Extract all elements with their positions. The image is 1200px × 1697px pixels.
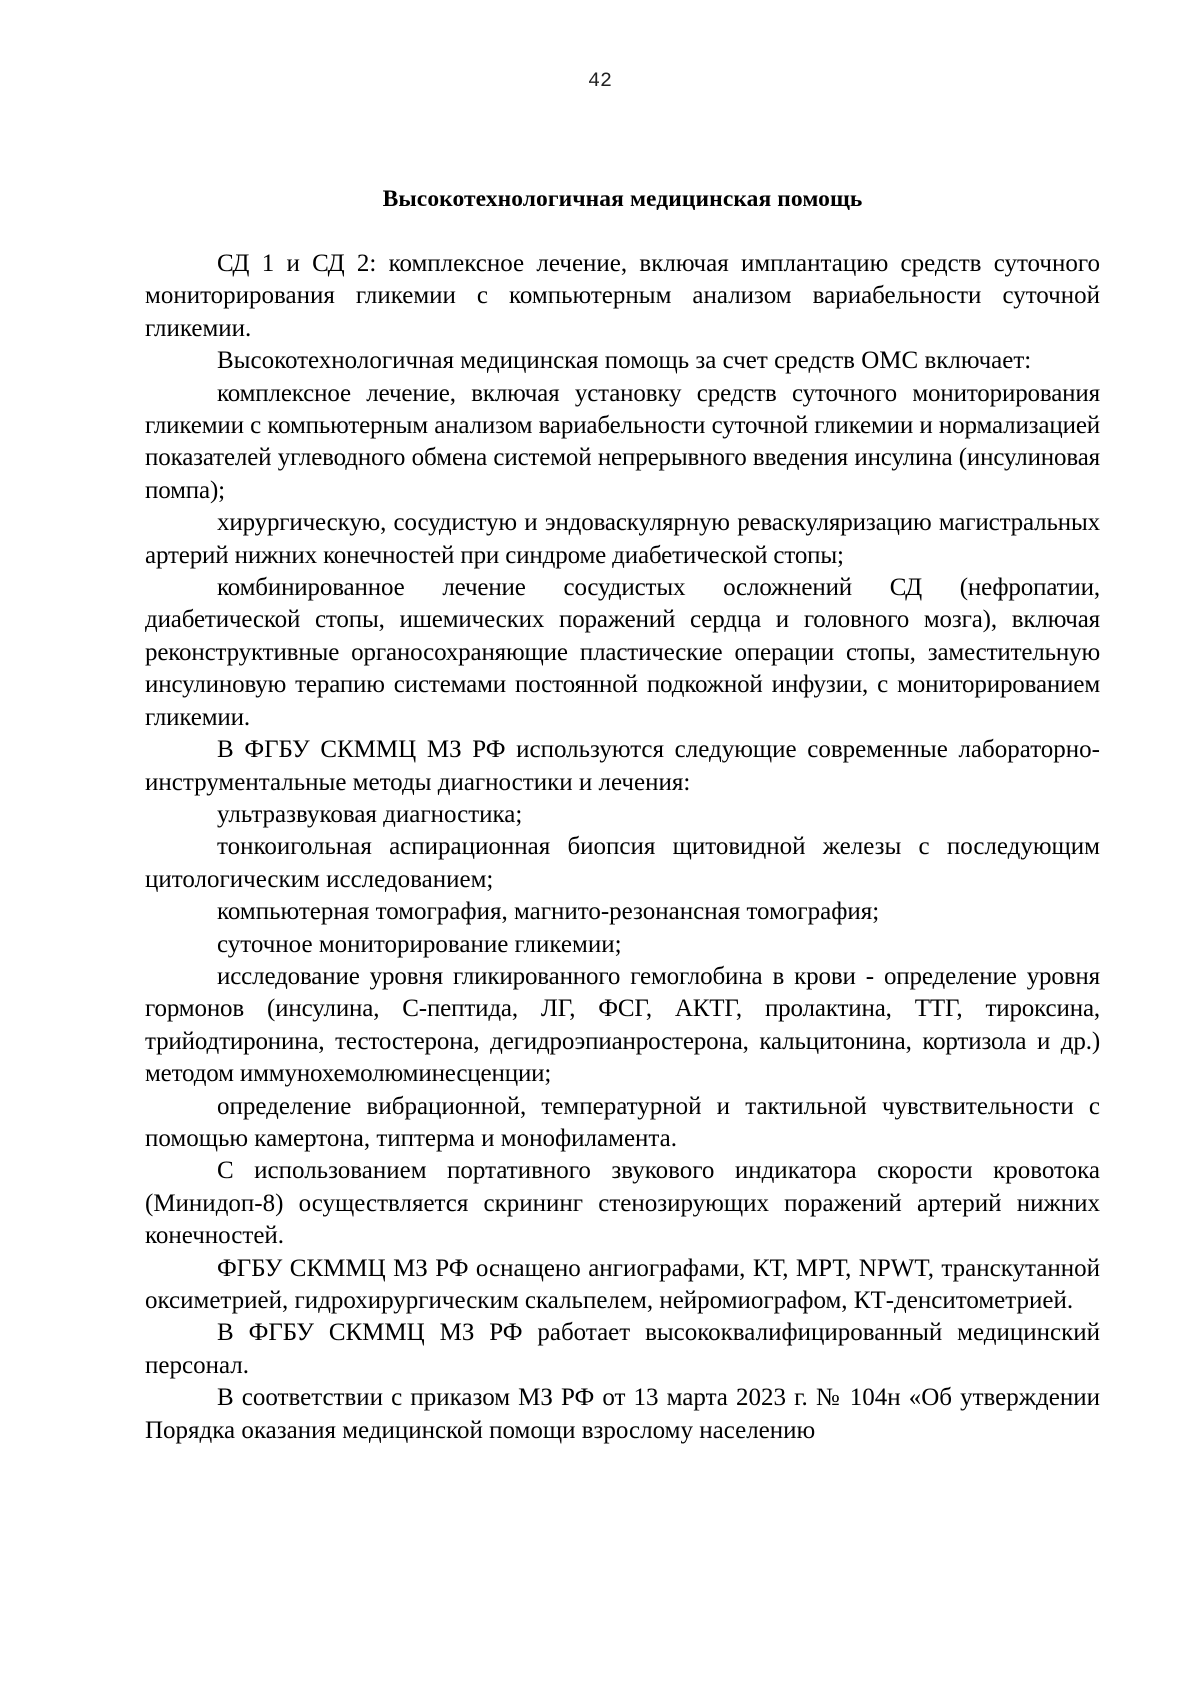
paragraph: ультразвуковая диагностика; bbox=[217, 800, 523, 828]
paragraph: Высокотехнологичная медицинская помощь за счет средств ОМС включает: bbox=[217, 347, 1032, 375]
document-body bbox=[145, 248, 1100, 1447]
paragraph: суточное мониторирование гликемии; bbox=[217, 930, 622, 958]
paragraph: С использованием портативного звукового индикатора скорости кровотока (Минидоп-8) осуществляется скрининг стенозирующих поражений артерий нижних конечностей. bbox=[145, 1157, 1100, 1250]
paragraph: исследование уровня гликированного гемоглобина в крови - определение уровня гормонов (инсулина, С-пептида, ЛГ, ФСГ, АКТГ, пролактина, ТТГ, тироксина, трийодтиронина, тестостерона, дегидроэпианростерона, кальцитонина, кортизола и др.) методом иммунохемолюминесценции; bbox=[145, 962, 1100, 1088]
paragraph: В ФГБУ СКММЦ МЗ РФ работает высококвалифицированный медицинский персонал. bbox=[145, 1319, 1100, 1379]
paragraph: В ФГБУ СКММЦ МЗ РФ используются следующие современные лабораторно-инструментальные методы диагностики и лечения: bbox=[145, 736, 1100, 796]
paragraph: ФГБУ СКММЦ МЗ РФ оснащено ангиографами, КТ, МРТ, NPWT, транскутанной оксиметрией, гидрохирургическим скальпелем, нейромиографом, КТ-денситометрией. bbox=[145, 1254, 1100, 1314]
paragraph: тонкоигольная аспирационная биопсия щитовидной железы с последующим цитологическим исследованием; bbox=[145, 833, 1100, 893]
page-number: 42 bbox=[587, 70, 612, 93]
paragraph: определение вибрационной, температурной и тактильной чувствительности с помощью камертона, типтерма и монофиламента. bbox=[145, 1092, 1100, 1152]
paragraph: хирургическую, сосудистую и эндоваскулярную реваскуляризацию магистральных артерий нижних конечностей при синдроме диабетической стопы; bbox=[145, 509, 1100, 569]
paragraph: СД 1 и СД 2: комплексное лечение, включая имплантацию средств суточного мониторирования гликемии с компьютерным анализом вариабельности суточной гликемии. bbox=[145, 250, 1100, 342]
paragraph: В соответствии с приказом МЗ РФ от 13 марта 2023 г. № 104н «Об утверждении Порядка оказания медицинской помощи взрослому населению bbox=[145, 1384, 1100, 1444]
section-heading: Высокотехнологичная медицинская помощь bbox=[382, 186, 863, 212]
paragraph: комплексное лечение, включая установку средств суточного мониторирования гликемии с компьютерным анализом вариабельности суточной гликемии и нормализацией показателей углеводного обмена системой непрерывного введения инсулина (инсулиновая помпа); bbox=[145, 379, 1100, 504]
paragraph: компьютерная томография, магнито-резонансная томография; bbox=[217, 898, 880, 926]
paragraph: комбинированное лечение сосудистых осложнений СД (нефропатии, диабетической стопы, ишемических поражений сердца и головного мозга), включая реконструктивные органосохраняющие пластические операции стопы, заместительную инсулиновую терапию системами постоянной подкожной инфузии, с мониторированием гликемии. bbox=[145, 574, 1100, 731]
